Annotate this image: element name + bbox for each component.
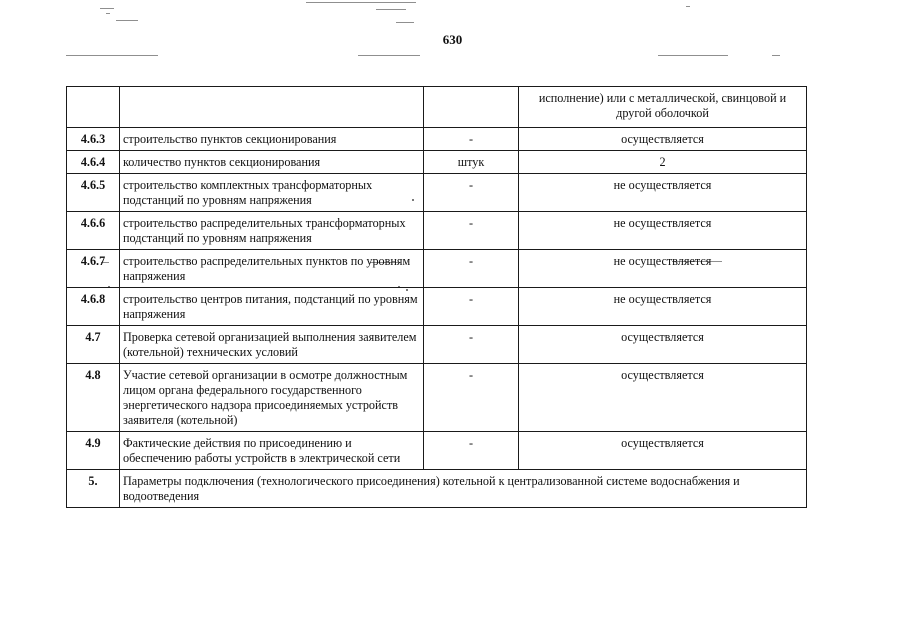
- row-number: 4.6.4: [67, 151, 120, 174]
- parameters-table: [66, 86, 807, 508]
- row-name: строительство центров питания, подстанций по уровням напряжения: [120, 288, 424, 326]
- row-number: [67, 87, 120, 128]
- row-value: не осуществляется: [519, 250, 807, 288]
- table-row: [67, 151, 807, 174]
- row-unit: -: [424, 364, 519, 432]
- row-unit: -: [424, 174, 519, 212]
- section-title: Параметры подключения (технологического присоединения) котельной к централизованной системе водоснабжения и водоотведения: [120, 470, 807, 508]
- row-number: 4.6.6: [67, 212, 120, 250]
- row-name: строительство распределительных трансформаторных подстанций по уровням напряжения: [120, 212, 424, 250]
- scan-artifact: [116, 20, 138, 21]
- row-unit: -: [424, 326, 519, 364]
- row-name: строительство пунктов секционирования: [120, 128, 424, 151]
- row-number: 4.9: [67, 432, 120, 470]
- row-number: 4.7: [67, 326, 120, 364]
- row-value: 2: [519, 151, 807, 174]
- row-name: Фактические действия по присоединению и обеспечению работы устройств в электрической сети: [120, 432, 424, 470]
- row-value: не осуществляется: [519, 288, 807, 326]
- scan-artifact: [106, 13, 110, 14]
- section-number: 5.: [67, 470, 120, 508]
- row-value: не осуществляется: [519, 174, 807, 212]
- scan-artifact: [658, 55, 728, 56]
- table-row: [67, 432, 807, 470]
- scan-artifact: [306, 2, 416, 3]
- scan-artifact: [772, 55, 780, 56]
- row-unit: [424, 87, 519, 128]
- row-value: осуществляется: [519, 128, 807, 151]
- scan-artifact: [358, 55, 420, 56]
- scan-artifact: [376, 9, 406, 10]
- scan-artifact: [686, 6, 690, 7]
- row-name: Проверка сетевой организацией выполнения заявителем (котельной) технических условий: [120, 326, 424, 364]
- page-number: 630: [442, 32, 463, 47]
- row-number: 4.6.3: [67, 128, 120, 151]
- row-unit: -: [424, 250, 519, 288]
- table-row: [67, 212, 807, 250]
- row-unit: -: [424, 432, 519, 470]
- row-name: количество пунктов секционирования: [120, 151, 424, 174]
- table-row: [67, 364, 807, 432]
- row-name: строительство комплектных трансформаторных подстанций по уровням напряжения: [120, 174, 424, 212]
- scan-artifact: [100, 8, 114, 9]
- row-number: 4.6.8: [67, 288, 120, 326]
- row-number: 4.6.7: [67, 250, 120, 288]
- row-value: исполнение) или с металлической, свинцовой и другой оболочкой: [519, 87, 807, 128]
- row-number: 4.6.5: [67, 174, 120, 212]
- row-unit: -: [424, 288, 519, 326]
- table-row: [67, 128, 807, 151]
- table-row: [67, 174, 807, 212]
- row-value: осуществляется: [519, 326, 807, 364]
- row-value: осуществляется: [519, 364, 807, 432]
- row-name: [120, 87, 424, 128]
- scan-artifact: [396, 22, 414, 23]
- row-unit: -: [424, 128, 519, 151]
- table-row: [67, 288, 807, 326]
- table-row: [67, 326, 807, 364]
- table-section-row: [67, 470, 807, 508]
- row-value: не осуществляется: [519, 212, 807, 250]
- row-value: осуществляется: [519, 432, 807, 470]
- row-unit: -: [424, 212, 519, 250]
- row-name: строительство распределительных пунктов по уровням напряжения: [120, 250, 424, 288]
- row-unit: штук: [424, 151, 519, 174]
- table-row: [67, 87, 807, 128]
- table-row: [67, 250, 807, 288]
- row-name: Участие сетевой организации в осмотре должностным лицом органа федерального государственного энергетического надзора присоединяемых устройств заявителя (котельной): [120, 364, 424, 432]
- row-number: 4.8: [67, 364, 120, 432]
- scan-artifact: [66, 55, 158, 56]
